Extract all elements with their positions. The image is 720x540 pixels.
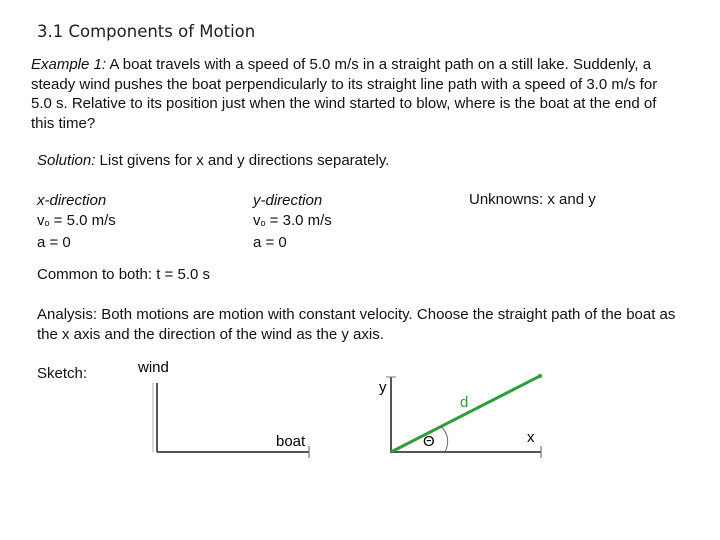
y-acceleration: a = 0 (253, 234, 287, 251)
sketch-label: Sketch: (37, 365, 88, 382)
x-direction-heading: x-direction (37, 192, 107, 209)
wind-label: wind (138, 359, 169, 376)
y-label: y (379, 379, 387, 396)
x-initial-velocity: $v_o = 5.0$ m/s (37, 211, 116, 229)
resultant-tip (538, 374, 542, 378)
boat-label: boat (276, 433, 306, 450)
analysis-text: Analysis: Both motions are motion with constant velocity. Choose the straight path of the boat as the x axis and the direction of the wind as the y axis. (37, 306, 676, 343)
common-givens: Common to both: t = 5.0 s (37, 266, 211, 283)
solution-label: Solution: (37, 152, 96, 169)
example-text: A boat travels with a speed of 5.0 m/s in a straight path on a still lake. Suddenly, a steady wind pushes the boat perpendicularly to its straight line path with a speed of 3.0 m/s for 5.0 s. Relative to its position just when the wind started to blow, where is the boat at the end of this time? (31, 56, 658, 132)
resultant-vector (391, 376, 540, 452)
solution-text: List givens for x and y directions separately. (95, 152, 390, 169)
y-direction-heading: y-direction (253, 192, 323, 209)
theta-arc (441, 426, 448, 452)
unknowns: Unknowns: x and y (469, 191, 596, 208)
theta-label: Θ (423, 433, 435, 450)
y-initial-velocity: $v_o = 3.0$ m/s (253, 211, 332, 229)
d-label: d (460, 394, 469, 411)
x-label: x (527, 429, 535, 446)
example-label: Example 1: (31, 56, 107, 73)
x-acceleration: a = 0 (37, 234, 71, 251)
page-title: 3.1 Components of Motion (37, 22, 256, 41)
